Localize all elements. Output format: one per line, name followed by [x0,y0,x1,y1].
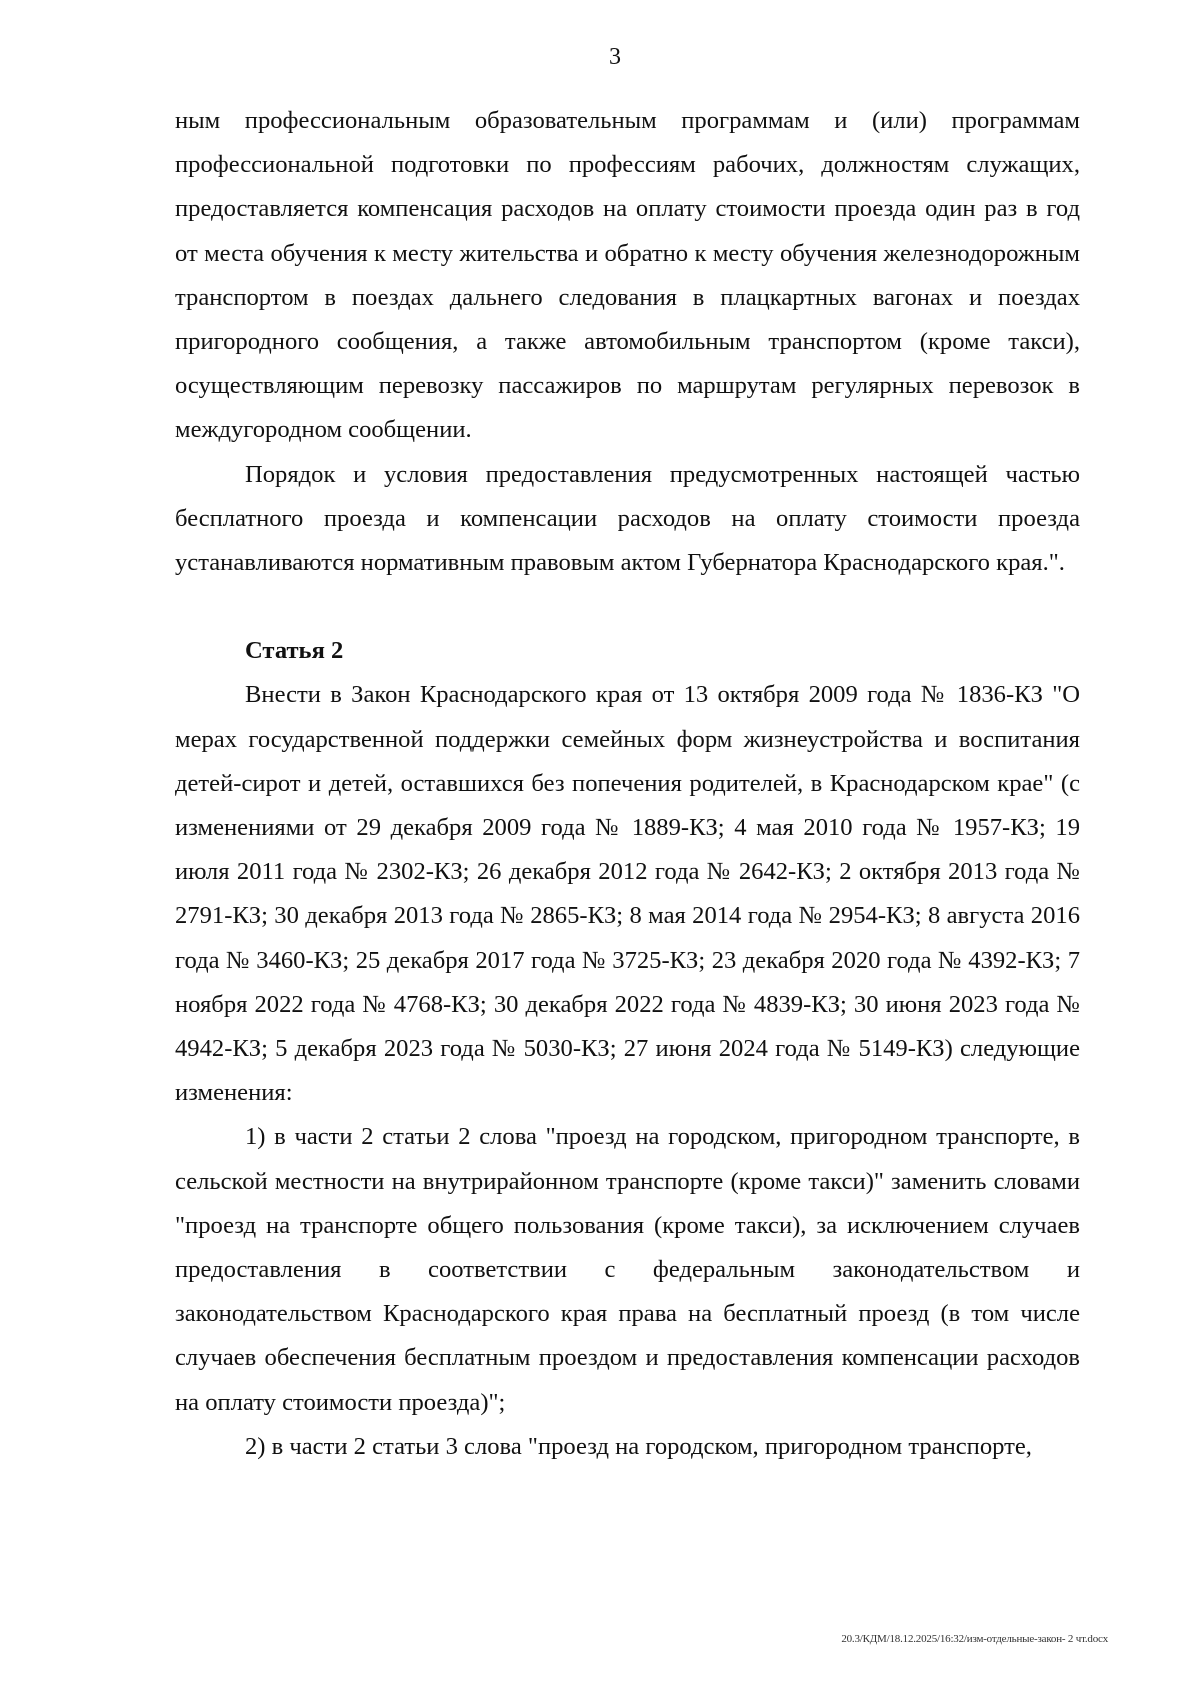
article-heading: Статья 2 [245,637,344,665]
article-paragraph-item-2: 2) в части 2 статьи 3 слова "проезд на городском, пригородном транспорте, [245,1432,1032,1460]
spacer [175,585,1080,629]
paragraph-continued: ным профессиональным образовательным программам и (или) программам профессиональной подготовки по профессиям рабочих, должностям служащих, предоставляется компенсация расходов на оплату стоимости проезда один раз в год от места обучения к месту жительства и обратно к месту обучения железнодорожным транспортом в поездах дальнего следования в плацкартных вагонах и поездах пригородного сообщения, а также автомобильным транспортом (кроме такси), осуществляющим перевозку пассажиров по маршрутам регулярных перевозок в междугородном сообщении. [175,107,1080,444]
footer-file-path: 20.3/КДМ/18.12.2025/16:32/изм-отдельные-закон- 2 чт.docx [841,1633,1108,1645]
paragraph-procedure: Порядок и условия предоставления предусмотренных настоящей частью бесплатного проезда и компенсации расходов на оплату стоимости проезда устанавливаются нормативным правовым актом Губернатора Краснодарского края.". [175,460,1080,577]
page-number: 3 [609,44,621,70]
document-body [175,99,1080,1469]
article-paragraph-item-1: 1) в части 2 статьи 2 слова "проезд на городском, пригородном транспорте, в сельской местности на внутрирайонном транспорте (кроме такси)" заменить словами "проезд на транспорте общего пользования (кроме такси), за исключением случаев предоставления в соответствии с федеральным законодательством и законодательством Краснодарского края права на бесплатный проезд (в том числе случаев обеспечения бесплатным проездом и предоставления компенсации расходов на оплату стоимости проезда)"; [175,1123,1080,1416]
article-paragraph-amend-law: Внести в Закон Краснодарского края от 13 октября 2009 года № 1836-КЗ "О мерах государственной поддержки семейных форм жизнеустройства и воспитания детей-сирот и детей, оставшихся без попечения родителей, в Краснодарском крае" (с изменениями от 29 декабря 2009 года № 1889-КЗ; 4 мая 2010 года № 1957-КЗ; 19 июля 2011 года № 2302-КЗ; 26 декабря 2012 года № 2642-КЗ; 2 октября 2013 года № 2791-КЗ; 30 декабря 2013 года № 2865-КЗ; 8 мая 2014 года № 2954-КЗ; 8 августа 2016 года № 3460-КЗ; 25 декабря 2017 года № 3725-КЗ; 23 декабря 2020 года № 4392-КЗ; 7 ноября 2022 года № 4768-КЗ; 30 декабря 2022 года № 4839-КЗ; 30 июня 2023 года № 4942-КЗ; 5 декабря 2023 года № 5030-КЗ; 27 июня 2024 года № 5149-КЗ) следующие изменения: [175,681,1080,1107]
